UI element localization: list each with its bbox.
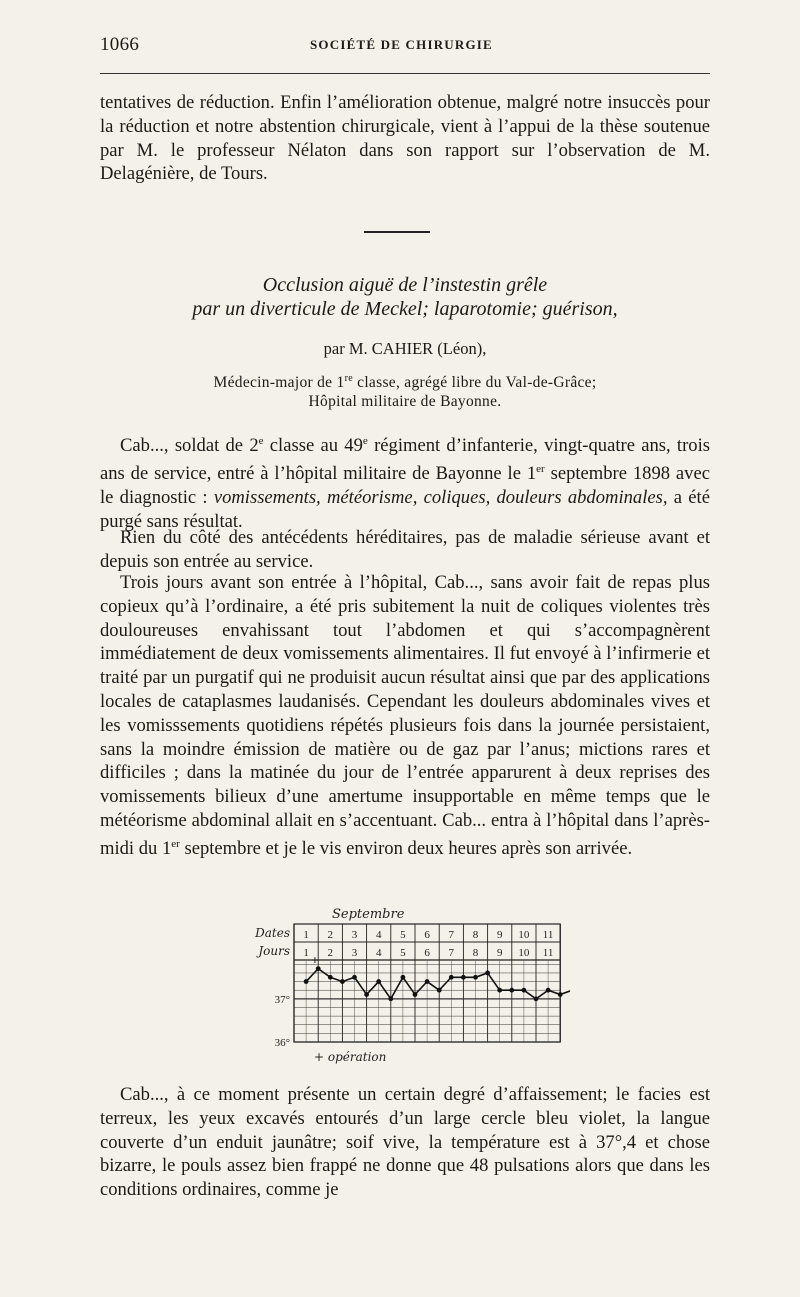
chart-y-tick-label: 36° — [274, 1037, 290, 1049]
article-title-line-2: par un diverticule de Meckel; laparotomie; guérison, — [192, 298, 618, 320]
chart-title: Septembre — [332, 907, 405, 922]
article-author: par M. CAHIER (Léon), — [323, 339, 487, 358]
chart-data-point — [352, 975, 357, 980]
intro-paragraph: tentatives de réduction. Enfin l’amélioration obtenue, malgré notre insuccès pour la réduction et notre abstention chirurgicale, vient à l’appui de la thèse soutenue par M. le professeur Nélaton dans son rapport sur l’observation de M. Delagénière, de Tours. — [100, 92, 710, 185]
chart-data-point — [461, 975, 466, 980]
header-rule — [100, 73, 710, 74]
chart-data-point — [509, 988, 514, 993]
chart-date-label: 3 — [351, 929, 358, 941]
chart-data-point — [376, 979, 381, 984]
chart-data-point — [364, 992, 369, 997]
chart-date-label: 5 — [400, 929, 406, 941]
chart-date-label: 6 — [424, 929, 430, 941]
affiliation-line-2: Hôpital militaire de Bayonne. — [308, 393, 502, 411]
chart-data-point — [558, 992, 563, 997]
chart-date-label: 1 — [303, 929, 309, 941]
chart-jour-label: 2 — [327, 947, 334, 959]
chart-data-point — [388, 996, 393, 1001]
paragraph-4: Cab..., à ce moment présente un certain degré d’affaissement; le facies est terreux, les yeux excavés entourés d’un large cercle bleu violet, la langue couverte d’un enduit jaunâtre; soif vive, la température est à 37°,4 et chose bizarre, le pouls assez bien frappé ne donne que 48 pulsations alors que dans les conditions ordinaires, comme je — [100, 1084, 710, 1201]
chart-data-point — [473, 975, 478, 980]
chart-jour-label: 1 — [303, 947, 309, 959]
affiliation-block — [100, 369, 710, 411]
article-title-line-1: Occlusion aiguë de l’instestin grêle — [262, 274, 548, 296]
chart-data-point — [546, 988, 551, 993]
chart-data-point — [497, 988, 502, 993]
chart-jour-label: 3 — [351, 947, 358, 959]
chart-date-label: 2 — [327, 929, 334, 941]
chart-data-point — [340, 979, 345, 984]
page-header — [100, 34, 710, 58]
chart-y-tick-label: 37° — [274, 993, 290, 1006]
chart-jour-label: 6 — [424, 947, 430, 959]
chart-data-point — [413, 992, 418, 997]
chart-date-label: 8 — [472, 929, 479, 941]
chart-jour-label: 9 — [496, 947, 503, 959]
chart-data-point — [328, 975, 333, 980]
chart-data-point — [425, 979, 430, 984]
page-number: 1066 — [100, 34, 140, 55]
chart-jour-label: 8 — [472, 947, 479, 959]
chart-data-point — [437, 988, 442, 993]
chart-temperature-line — [306, 969, 570, 1004]
article-title — [100, 273, 710, 321]
paragraph-3: Trois jours avant son entrée à l’hôpital, Cab..., sans avoir fait de repas plus copieux qu’à l’ordinaire, a été pris subitement la nuit de coliques violentes très douloureuses envahissant tout l’abdomen et qui s’accompagnèrent immédiatement de deux vomissements alimentaires. Il fut envoyé à l’infirmerie et traité par un purgatif qui ne produisit aucun résultat ainsi que par des applications locales de cataplasmes laudanisés. Cependant les douleurs abdominales vives et les vomisssements quotidiens répétés plusieurs fois dans la journée persistaient, sans la moindre émission de matière ou de gaz par l’anus; mictions rares et difficiles ; dans la matinée du jour de l’entrée apparurent à deux reprises des vomissements bilieux d’une amertume insupportable en même temps que le météorisme abdominal allait en s’accentuant. Cab... entra à l’hôpital dans l’après-midi du 1er septembre et je le vis environ deux heures après son arrivée. — [100, 572, 710, 859]
chart-date-label: 7 — [448, 929, 455, 941]
chart-date-label: 10 — [518, 929, 530, 941]
author-block — [100, 338, 710, 360]
affiliation-line-1: Médecin-major de 1re classe, agrégé libre du Val-de-Grâce; — [213, 373, 597, 392]
chart-data-point — [522, 988, 527, 993]
chart-date-label: 11 — [542, 929, 554, 941]
temperature-chart-svg — [240, 902, 570, 1067]
chart-jour-label: 11 — [542, 947, 554, 959]
chart-date-label: 4 — [375, 929, 382, 941]
chart-data-point — [304, 979, 309, 984]
chart-jour-label: 10 — [518, 947, 530, 959]
paragraph-1: Cab..., soldat de 2e classe au 49e régiment d’infanterie, vingt-quatre ans, trois ans de service, entré à l’hôpital militaire de Bayonne le 1er septembre 1898 avec le diagnostic : vomissements, météorisme, coliques, douleurs abdominales, a été purgé sans résultat. — [100, 435, 710, 532]
chart-row-label-jours: Jours — [258, 944, 290, 958]
section-separator — [364, 231, 430, 233]
chart-data-point — [485, 971, 490, 976]
chart-row-label-dates: Dates — [255, 926, 290, 940]
chart-data-point — [401, 975, 406, 980]
paragraph-2: Rien du côté des antécédents héréditaires, pas de maladie sérieuse avant et depuis son entrée au service. — [100, 527, 710, 572]
chart-data-point — [534, 996, 539, 1001]
chart-date-label: 9 — [496, 929, 503, 941]
chart-operation-label: + opération — [314, 1050, 387, 1064]
running-head: SOCIÉTÉ DE CHIRURGIE — [310, 37, 493, 52]
chart-jour-label: 7 — [448, 947, 455, 959]
chart-jour-label: 4 — [375, 947, 382, 959]
chart-operation-marker: + — [311, 952, 319, 968]
temperature-chart — [240, 902, 570, 1067]
chart-jour-label: 5 — [400, 947, 406, 959]
chart-data-point — [449, 975, 454, 980]
